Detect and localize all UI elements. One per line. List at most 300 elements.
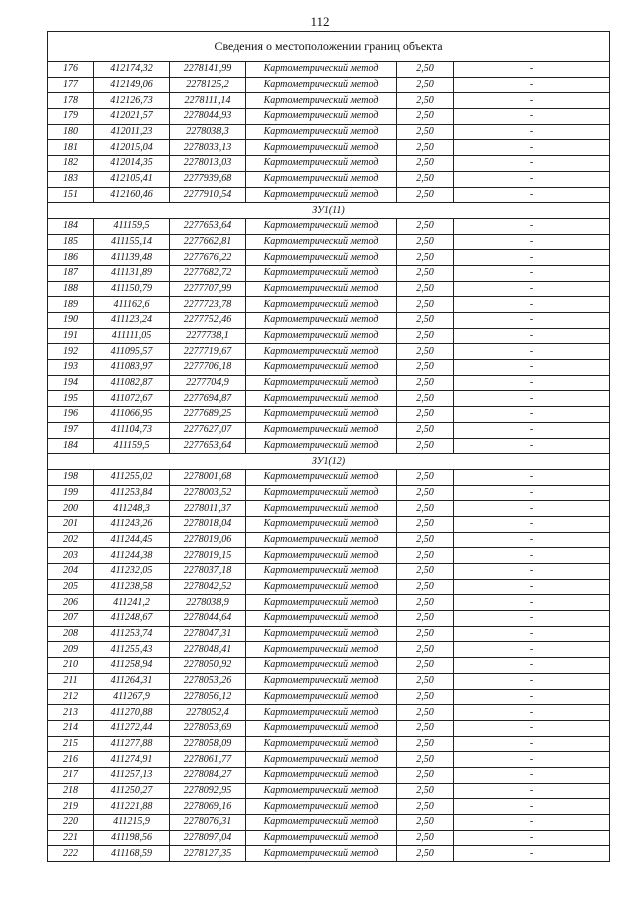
- x-coordinate-cell: 411066,95: [94, 407, 170, 423]
- method-cell: Картометрический метод: [246, 422, 397, 438]
- table-row: [48, 658, 610, 674]
- precision-cell: 2,50: [397, 516, 454, 532]
- table-row: [48, 360, 610, 376]
- point-number-cell: 193: [48, 360, 94, 376]
- x-coordinate-cell: 411159,5: [94, 438, 170, 454]
- y-coordinate-cell: 2278013,03: [170, 156, 246, 172]
- table-row: [48, 516, 610, 532]
- precision-cell: 2,50: [397, 767, 454, 783]
- table-row: [48, 720, 610, 736]
- method-cell: Картометрический метод: [246, 250, 397, 266]
- table-row: [48, 783, 610, 799]
- precision-cell: 2,50: [397, 611, 454, 627]
- point-number-cell: 183: [48, 171, 94, 187]
- point-number-cell: 184: [48, 218, 94, 234]
- precision-cell: 2,50: [397, 156, 454, 172]
- precision-cell: 2,50: [397, 532, 454, 548]
- y-coordinate-cell: 2277723,78: [170, 297, 246, 313]
- table-row: [48, 705, 610, 721]
- precision-cell: 2,50: [397, 375, 454, 391]
- method-cell: Картометрический метод: [246, 438, 397, 454]
- y-coordinate-cell: 2277676,22: [170, 250, 246, 266]
- description-cell: -: [454, 62, 610, 78]
- point-number-cell: 208: [48, 626, 94, 642]
- precision-cell: 2,50: [397, 673, 454, 689]
- point-number-cell: 187: [48, 265, 94, 281]
- description-cell: -: [454, 77, 610, 93]
- boundary-table-container: [47, 31, 609, 862]
- precision-cell: 2,50: [397, 705, 454, 721]
- x-coordinate-cell: 411095,57: [94, 344, 170, 360]
- table-row: [48, 156, 610, 172]
- table-row: [48, 642, 610, 658]
- y-coordinate-cell: 2278084,27: [170, 767, 246, 783]
- table-row: [48, 469, 610, 485]
- method-cell: Картометрический метод: [246, 548, 397, 564]
- point-number-cell: 204: [48, 564, 94, 580]
- table-row: [48, 250, 610, 266]
- precision-cell: 2,50: [397, 344, 454, 360]
- description-cell: -: [454, 485, 610, 501]
- point-number-cell: 201: [48, 516, 94, 532]
- precision-cell: 2,50: [397, 658, 454, 674]
- description-cell: -: [454, 767, 610, 783]
- precision-cell: 2,50: [397, 720, 454, 736]
- y-coordinate-cell: 2278011,37: [170, 501, 246, 517]
- precision-cell: 2,50: [397, 799, 454, 815]
- description-cell: -: [454, 642, 610, 658]
- method-cell: Картометрический метод: [246, 799, 397, 815]
- table-row: [48, 187, 610, 203]
- point-number-cell: 214: [48, 720, 94, 736]
- precision-cell: 2,50: [397, 265, 454, 281]
- y-coordinate-cell: 2278037,18: [170, 564, 246, 580]
- point-number-cell: 186: [48, 250, 94, 266]
- y-coordinate-cell: 2278069,16: [170, 799, 246, 815]
- point-number-cell: 192: [48, 344, 94, 360]
- method-cell: Картометрический метод: [246, 297, 397, 313]
- point-number-cell: 189: [48, 297, 94, 313]
- point-number-cell: 197: [48, 422, 94, 438]
- precision-cell: 2,50: [397, 438, 454, 454]
- description-cell: -: [454, 595, 610, 611]
- description-cell: -: [454, 501, 610, 517]
- y-coordinate-cell: 2278018,04: [170, 516, 246, 532]
- method-cell: Картометрический метод: [246, 846, 397, 862]
- x-coordinate-cell: 411267,9: [94, 689, 170, 705]
- point-number-cell: 210: [48, 658, 94, 674]
- precision-cell: 2,50: [397, 187, 454, 203]
- point-number-cell: 217: [48, 767, 94, 783]
- precision-cell: 2,50: [397, 250, 454, 266]
- method-cell: Картометрический метод: [246, 140, 397, 156]
- y-coordinate-cell: 2277939,68: [170, 171, 246, 187]
- method-cell: Картометрический метод: [246, 689, 397, 705]
- x-coordinate-cell: 411272,44: [94, 720, 170, 736]
- method-cell: Картометрический метод: [246, 658, 397, 674]
- x-coordinate-cell: 412149,06: [94, 77, 170, 93]
- table-row: [48, 422, 610, 438]
- method-cell: Картометрический метод: [246, 156, 397, 172]
- description-cell: -: [454, 564, 610, 580]
- table-row: [48, 752, 610, 768]
- x-coordinate-cell: 411111,05: [94, 328, 170, 344]
- table-row: [48, 501, 610, 517]
- x-coordinate-cell: 412021,57: [94, 109, 170, 125]
- y-coordinate-cell: 2278127,35: [170, 846, 246, 862]
- y-coordinate-cell: 2278047,31: [170, 626, 246, 642]
- method-cell: Картометрический метод: [246, 171, 397, 187]
- method-cell: Картометрический метод: [246, 767, 397, 783]
- description-cell: -: [454, 438, 610, 454]
- x-coordinate-cell: 412011,23: [94, 124, 170, 140]
- table-row: [48, 77, 610, 93]
- description-cell: -: [454, 265, 610, 281]
- table-row: [48, 109, 610, 125]
- description-cell: -: [454, 187, 610, 203]
- y-coordinate-cell: 2278141,99: [170, 62, 246, 78]
- description-cell: -: [454, 830, 610, 846]
- point-number-cell: 180: [48, 124, 94, 140]
- description-cell: -: [454, 109, 610, 125]
- description-cell: -: [454, 328, 610, 344]
- method-cell: Картометрический метод: [246, 611, 397, 627]
- method-cell: Картометрический метод: [246, 375, 397, 391]
- description-cell: -: [454, 673, 610, 689]
- description-cell: -: [454, 846, 610, 862]
- precision-cell: 2,50: [397, 360, 454, 376]
- x-coordinate-cell: 411255,02: [94, 469, 170, 485]
- x-coordinate-cell: 411244,45: [94, 532, 170, 548]
- method-cell: Картометрический метод: [246, 705, 397, 721]
- method-cell: Картометрический метод: [246, 752, 397, 768]
- description-cell: -: [454, 752, 610, 768]
- point-number-cell: 191: [48, 328, 94, 344]
- point-number-cell: 209: [48, 642, 94, 658]
- table-row: [48, 846, 610, 862]
- description-cell: -: [454, 626, 610, 642]
- y-coordinate-cell: 2277707,99: [170, 281, 246, 297]
- section-label: ЗУ1(12): [48, 454, 610, 470]
- method-cell: Картометрический метод: [246, 265, 397, 281]
- point-number-cell: 218: [48, 783, 94, 799]
- x-coordinate-cell: 411139,48: [94, 250, 170, 266]
- point-number-cell: 215: [48, 736, 94, 752]
- x-coordinate-cell: 411082,87: [94, 375, 170, 391]
- x-coordinate-cell: 411168,59: [94, 846, 170, 862]
- table-row: [48, 532, 610, 548]
- method-cell: Картометрический метод: [246, 62, 397, 78]
- description-cell: -: [454, 93, 610, 109]
- point-number-cell: 181: [48, 140, 94, 156]
- table-row: [48, 438, 610, 454]
- y-coordinate-cell: 2278061,77: [170, 752, 246, 768]
- point-number-cell: 211: [48, 673, 94, 689]
- precision-cell: 2,50: [397, 485, 454, 501]
- y-coordinate-cell: 2278052,4: [170, 705, 246, 721]
- description-cell: -: [454, 516, 610, 532]
- description-cell: -: [454, 532, 610, 548]
- precision-cell: 2,50: [397, 140, 454, 156]
- method-cell: Картометрический метод: [246, 783, 397, 799]
- section-label: ЗУ1(11): [48, 203, 610, 219]
- x-coordinate-cell: 411155,14: [94, 234, 170, 250]
- y-coordinate-cell: 2277694,87: [170, 391, 246, 407]
- method-cell: Картометрический метод: [246, 391, 397, 407]
- table-title-row: [48, 32, 610, 62]
- x-coordinate-cell: 411221,88: [94, 799, 170, 815]
- method-cell: Картометрический метод: [246, 93, 397, 109]
- table-row: [48, 407, 610, 423]
- precision-cell: 2,50: [397, 218, 454, 234]
- x-coordinate-cell: 411243,26: [94, 516, 170, 532]
- point-number-cell: 177: [48, 77, 94, 93]
- table-row: [48, 140, 610, 156]
- x-coordinate-cell: 411131,89: [94, 265, 170, 281]
- method-cell: Картометрический метод: [246, 313, 397, 329]
- x-coordinate-cell: 411150,79: [94, 281, 170, 297]
- description-cell: -: [454, 422, 610, 438]
- method-cell: Картометрический метод: [246, 344, 397, 360]
- y-coordinate-cell: 2277706,18: [170, 360, 246, 376]
- description-cell: -: [454, 297, 610, 313]
- point-number-cell: 222: [48, 846, 94, 862]
- point-number-cell: 212: [48, 689, 94, 705]
- y-coordinate-cell: 2277662,81: [170, 234, 246, 250]
- x-coordinate-cell: 411083,97: [94, 360, 170, 376]
- point-number-cell: 199: [48, 485, 94, 501]
- precision-cell: 2,50: [397, 77, 454, 93]
- y-coordinate-cell: 2278053,26: [170, 673, 246, 689]
- table-row: [48, 485, 610, 501]
- method-cell: Картометрический метод: [246, 720, 397, 736]
- y-coordinate-cell: 2278042,52: [170, 579, 246, 595]
- method-cell: Картометрический метод: [246, 595, 397, 611]
- precision-cell: 2,50: [397, 109, 454, 125]
- x-coordinate-cell: 412014,35: [94, 156, 170, 172]
- page-number: 112: [310, 14, 330, 29]
- precision-cell: 2,50: [397, 328, 454, 344]
- precision-cell: 2,50: [397, 830, 454, 846]
- point-number-cell: 179: [48, 109, 94, 125]
- point-number-cell: 220: [48, 815, 94, 831]
- description-cell: -: [454, 720, 610, 736]
- description-cell: -: [454, 375, 610, 391]
- x-coordinate-cell: 411257,13: [94, 767, 170, 783]
- description-cell: -: [454, 124, 610, 140]
- method-cell: Картометрический метод: [246, 673, 397, 689]
- point-number-cell: 182: [48, 156, 94, 172]
- y-coordinate-cell: 2278097,04: [170, 830, 246, 846]
- description-cell: -: [454, 218, 610, 234]
- precision-cell: 2,50: [397, 642, 454, 658]
- table-row: [48, 689, 610, 705]
- table-row: [48, 673, 610, 689]
- description-cell: -: [454, 736, 610, 752]
- x-coordinate-cell: 411162,6: [94, 297, 170, 313]
- y-coordinate-cell: 2277910,54: [170, 187, 246, 203]
- description-cell: -: [454, 313, 610, 329]
- y-coordinate-cell: 2278111,14: [170, 93, 246, 109]
- point-number-cell: 202: [48, 532, 94, 548]
- y-coordinate-cell: 2277682,72: [170, 265, 246, 281]
- y-coordinate-cell: 2277627,07: [170, 422, 246, 438]
- table-row: [48, 548, 610, 564]
- point-number-cell: 206: [48, 595, 94, 611]
- boundary-table-body: [48, 32, 610, 862]
- x-coordinate-cell: 411123,24: [94, 313, 170, 329]
- precision-cell: 2,50: [397, 297, 454, 313]
- description-cell: -: [454, 344, 610, 360]
- x-coordinate-cell: 411104,73: [94, 422, 170, 438]
- description-cell: -: [454, 548, 610, 564]
- precision-cell: 2,50: [397, 548, 454, 564]
- x-coordinate-cell: 411253,84: [94, 485, 170, 501]
- x-coordinate-cell: 411250,27: [94, 783, 170, 799]
- method-cell: Картометрический метод: [246, 815, 397, 831]
- x-coordinate-cell: 411248,67: [94, 611, 170, 627]
- x-coordinate-cell: 411232,05: [94, 564, 170, 580]
- point-number-cell: 194: [48, 375, 94, 391]
- method-cell: Картометрический метод: [246, 407, 397, 423]
- description-cell: -: [454, 234, 610, 250]
- y-coordinate-cell: 2278044,93: [170, 109, 246, 125]
- description-cell: -: [454, 250, 610, 266]
- point-number-cell: 195: [48, 391, 94, 407]
- description-cell: -: [454, 156, 610, 172]
- y-coordinate-cell: 2277653,64: [170, 438, 246, 454]
- method-cell: Картометрический метод: [246, 579, 397, 595]
- x-coordinate-cell: 411270,88: [94, 705, 170, 721]
- point-number-cell: 188: [48, 281, 94, 297]
- description-cell: -: [454, 469, 610, 485]
- point-number-cell: 213: [48, 705, 94, 721]
- y-coordinate-cell: 2278092,95: [170, 783, 246, 799]
- y-coordinate-cell: 2278076,31: [170, 815, 246, 831]
- x-coordinate-cell: 411255,43: [94, 642, 170, 658]
- method-cell: Картометрический метод: [246, 642, 397, 658]
- description-cell: -: [454, 407, 610, 423]
- method-cell: Картометрический метод: [246, 218, 397, 234]
- description-cell: -: [454, 658, 610, 674]
- x-coordinate-cell: 412126,73: [94, 93, 170, 109]
- description-cell: -: [454, 815, 610, 831]
- precision-cell: 2,50: [397, 501, 454, 517]
- description-cell: -: [454, 391, 610, 407]
- precision-cell: 2,50: [397, 422, 454, 438]
- y-coordinate-cell: 2278038,9: [170, 595, 246, 611]
- y-coordinate-cell: 2278001,68: [170, 469, 246, 485]
- y-coordinate-cell: 2277653,64: [170, 218, 246, 234]
- precision-cell: 2,50: [397, 752, 454, 768]
- description-cell: -: [454, 611, 610, 627]
- table-row: [48, 815, 610, 831]
- y-coordinate-cell: 2278019,15: [170, 548, 246, 564]
- x-coordinate-cell: 411274,91: [94, 752, 170, 768]
- boundary-table: [47, 31, 610, 862]
- table-row: [48, 736, 610, 752]
- point-number-cell: 190: [48, 313, 94, 329]
- table-row: [48, 124, 610, 140]
- method-cell: Картометрический метод: [246, 281, 397, 297]
- table-row: [48, 595, 610, 611]
- method-cell: Картометрический метод: [246, 469, 397, 485]
- point-number-cell: 200: [48, 501, 94, 517]
- table-row: [48, 234, 610, 250]
- precision-cell: 2,50: [397, 124, 454, 140]
- x-coordinate-cell: 411248,3: [94, 501, 170, 517]
- table-row: [48, 93, 610, 109]
- method-cell: Картометрический метод: [246, 830, 397, 846]
- point-number-cell: 205: [48, 579, 94, 595]
- method-cell: Картометрический метод: [246, 77, 397, 93]
- table-row: [48, 62, 610, 78]
- table-row: [48, 218, 610, 234]
- table-row: [48, 830, 610, 846]
- point-number-cell: 216: [48, 752, 94, 768]
- method-cell: Картометрический метод: [246, 328, 397, 344]
- precision-cell: 2,50: [397, 564, 454, 580]
- point-number-cell: 219: [48, 799, 94, 815]
- x-coordinate-cell: 411258,94: [94, 658, 170, 674]
- y-coordinate-cell: 2277752,46: [170, 313, 246, 329]
- point-number-cell: 207: [48, 611, 94, 627]
- y-coordinate-cell: 2278033,13: [170, 140, 246, 156]
- y-coordinate-cell: 2278048,41: [170, 642, 246, 658]
- x-coordinate-cell: 411244,38: [94, 548, 170, 564]
- table-row: [48, 297, 610, 313]
- table-row: [48, 375, 610, 391]
- precision-cell: 2,50: [397, 736, 454, 752]
- precision-cell: 2,50: [397, 281, 454, 297]
- table-row: [48, 611, 610, 627]
- description-cell: -: [454, 689, 610, 705]
- point-number-cell: 221: [48, 830, 94, 846]
- x-coordinate-cell: 411198,56: [94, 830, 170, 846]
- table-row: [48, 328, 610, 344]
- x-coordinate-cell: 411072,67: [94, 391, 170, 407]
- precision-cell: 2,50: [397, 93, 454, 109]
- y-coordinate-cell: 2278038,3: [170, 124, 246, 140]
- x-coordinate-cell: 412174,32: [94, 62, 170, 78]
- y-coordinate-cell: 2278003,52: [170, 485, 246, 501]
- precision-cell: 2,50: [397, 689, 454, 705]
- method-cell: Картометрический метод: [246, 360, 397, 376]
- precision-cell: 2,50: [397, 579, 454, 595]
- table-row: [48, 767, 610, 783]
- method-cell: Картометрический метод: [246, 532, 397, 548]
- y-coordinate-cell: 2278058,09: [170, 736, 246, 752]
- method-cell: Картометрический метод: [246, 187, 397, 203]
- table-row: [48, 799, 610, 815]
- x-coordinate-cell: 411215,9: [94, 815, 170, 831]
- precision-cell: 2,50: [397, 815, 454, 831]
- x-coordinate-cell: 411264,31: [94, 673, 170, 689]
- description-cell: -: [454, 799, 610, 815]
- point-number-cell: 203: [48, 548, 94, 564]
- section-row: [48, 454, 610, 470]
- table-row: [48, 344, 610, 360]
- method-cell: Картометрический метод: [246, 485, 397, 501]
- precision-cell: 2,50: [397, 469, 454, 485]
- table-title: Сведения о местоположении границ объекта: [48, 32, 610, 62]
- point-number-cell: 178: [48, 93, 94, 109]
- point-number-cell: 198: [48, 469, 94, 485]
- precision-cell: 2,50: [397, 62, 454, 78]
- method-cell: Картометрический метод: [246, 626, 397, 642]
- y-coordinate-cell: 2278125,2: [170, 77, 246, 93]
- y-coordinate-cell: 2277704,9: [170, 375, 246, 391]
